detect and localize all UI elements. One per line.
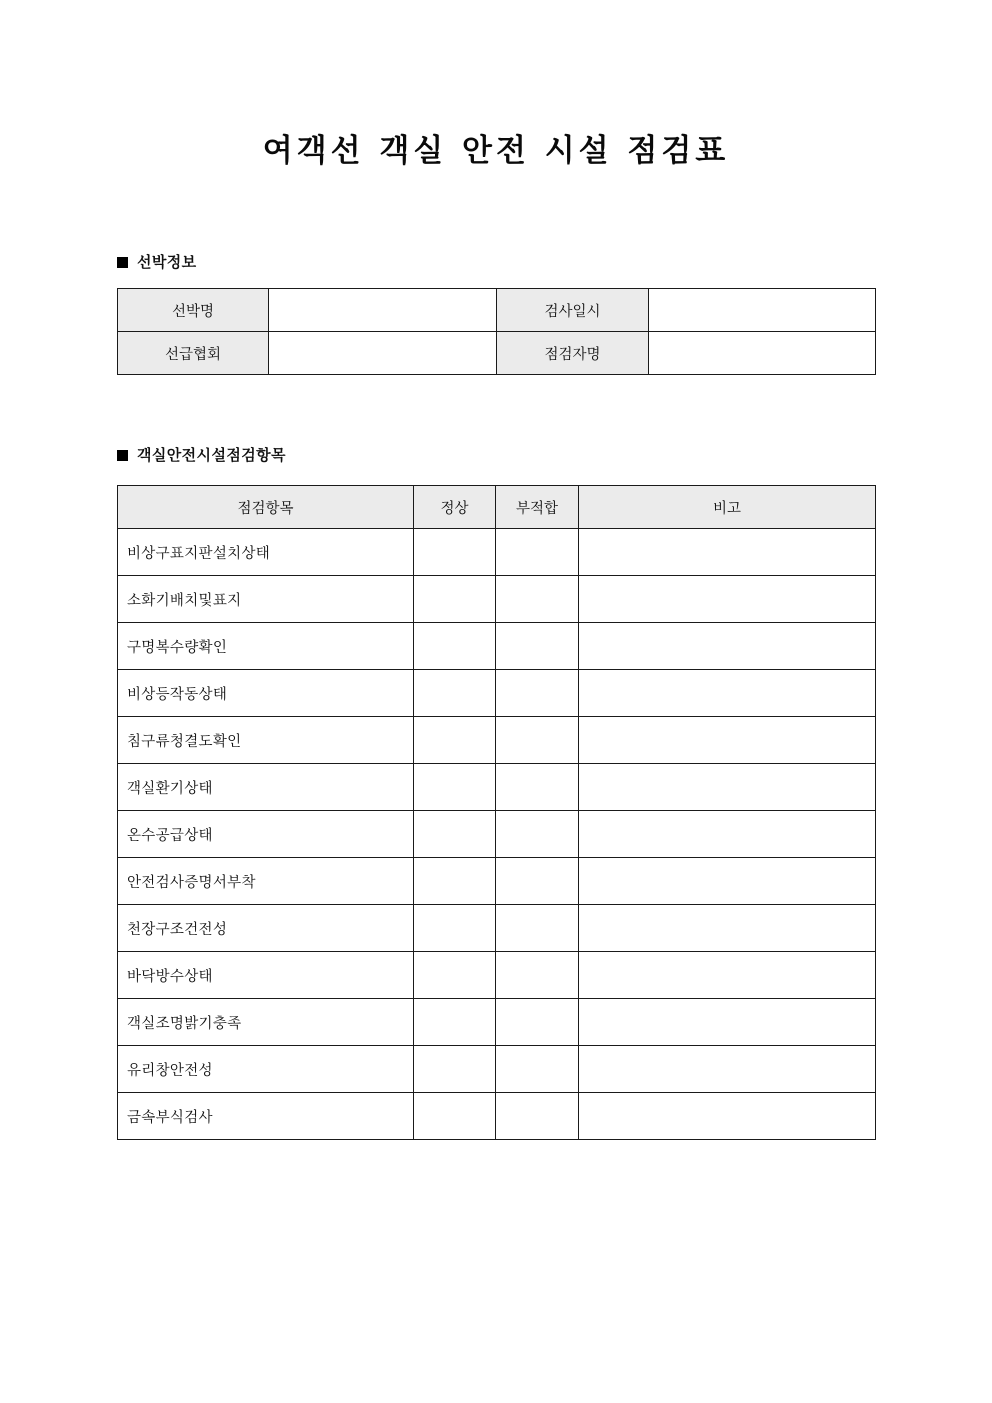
checklist-defect-cell[interactable]: [496, 623, 579, 670]
checklist-remark-cell[interactable]: [579, 764, 876, 811]
column-header-normal: 정상: [414, 486, 496, 529]
filled-square-bullet-icon: [117, 450, 128, 461]
checklist-normal-cell[interactable]: [414, 905, 496, 952]
checklist-item-label: 침구류청결도확인: [118, 717, 414, 764]
checklist-normal-cell[interactable]: [414, 999, 496, 1046]
ship-name-label: 선박명: [118, 289, 269, 332]
table-row: [118, 811, 876, 858]
checklist-defect-cell[interactable]: [496, 1046, 579, 1093]
table-row: [118, 670, 876, 717]
checklist-defect-cell[interactable]: [496, 952, 579, 999]
checklist-item-label: 바닥방수상태: [118, 952, 414, 999]
checklist-remark-cell[interactable]: [579, 717, 876, 764]
checklist-normal-cell[interactable]: [414, 529, 496, 576]
column-header-item: 점검항목: [118, 486, 414, 529]
page-title: 여객선 객실 안전 시설 점검표: [262, 133, 730, 169]
checklist-defect-cell[interactable]: [496, 858, 579, 905]
inspector-name-field[interactable]: [649, 332, 876, 375]
inspection-datetime-label: 검사일시: [497, 289, 649, 332]
checklist-remark-cell[interactable]: [579, 811, 876, 858]
ship-name-field[interactable]: [269, 289, 497, 332]
table-row: [118, 1046, 876, 1093]
checklist-remark-cell[interactable]: [579, 1093, 876, 1140]
checklist-defect-cell[interactable]: [496, 670, 579, 717]
checklist-normal-cell[interactable]: [414, 1093, 496, 1140]
checklist-normal-cell[interactable]: [414, 576, 496, 623]
checklist-item-label: 안전검사증명서부착: [118, 858, 414, 905]
checklist-item-label: 비상구표지판설치상태: [118, 529, 414, 576]
table-row: [118, 764, 876, 811]
checklist-remark-cell[interactable]: [579, 1046, 876, 1093]
checklist-normal-cell[interactable]: [414, 717, 496, 764]
checklist-item-label: 소화기배치및표지: [118, 576, 414, 623]
checklist-normal-cell[interactable]: [414, 1046, 496, 1093]
checklist-remark-cell[interactable]: [579, 529, 876, 576]
checklist-item-label: 비상등작동상태: [118, 670, 414, 717]
classification-society-label: 선급협회: [118, 332, 269, 375]
filled-square-bullet-icon: [117, 257, 128, 268]
checklist-item-label: 객실환기상태: [118, 764, 414, 811]
column-header-remark: 비고: [579, 486, 876, 529]
checklist-remark-cell[interactable]: [579, 952, 876, 999]
checklist-normal-cell[interactable]: [414, 670, 496, 717]
checklist-item-label: 금속부식검사: [118, 1093, 414, 1140]
table-row: [118, 717, 876, 764]
table-row: [118, 999, 876, 1046]
checklist-remark-cell[interactable]: [579, 670, 876, 717]
checklist-remark-cell[interactable]: [579, 623, 876, 670]
checklist-defect-cell[interactable]: [496, 764, 579, 811]
checklist-defect-cell[interactable]: [496, 905, 579, 952]
checklist-remark-cell[interactable]: [579, 999, 876, 1046]
checklist-defect-cell[interactable]: [496, 811, 579, 858]
checklist-remark-cell[interactable]: [579, 576, 876, 623]
checklist-defect-cell[interactable]: [496, 529, 579, 576]
table-row: [118, 576, 876, 623]
checklist-normal-cell[interactable]: [414, 858, 496, 905]
table-row: [118, 623, 876, 670]
section-heading-label: 선박정보: [137, 253, 197, 271]
table-row: [118, 289, 876, 332]
checklist-defect-cell[interactable]: [496, 999, 579, 1046]
table-row: [118, 905, 876, 952]
table-row: [118, 1093, 876, 1140]
checklist-item-label: 구명복수량확인: [118, 623, 414, 670]
checklist-defect-cell[interactable]: [496, 576, 579, 623]
section-heading-checklist: [117, 445, 286, 465]
checklist-item-label: 유리창안전성: [118, 1046, 414, 1093]
inspector-name-label: 점검자명: [497, 332, 649, 375]
checklist-table: [117, 485, 876, 1140]
checklist-normal-cell[interactable]: [414, 764, 496, 811]
table-row: [118, 952, 876, 999]
checklist-normal-cell[interactable]: [414, 811, 496, 858]
checklist-item-label: 온수공급상태: [118, 811, 414, 858]
table-header-row: [118, 486, 876, 529]
table-row: [118, 858, 876, 905]
section-heading-ship-info: [117, 252, 197, 272]
checklist-item-label: 천장구조건전성: [118, 905, 414, 952]
classification-society-field[interactable]: [269, 332, 497, 375]
checklist-defect-cell[interactable]: [496, 1093, 579, 1140]
section-heading-label: 객실안전시설점검항목: [137, 446, 286, 464]
table-row: [118, 332, 876, 375]
table-row: [118, 529, 876, 576]
checklist-remark-cell[interactable]: [579, 905, 876, 952]
checklist-defect-cell[interactable]: [496, 717, 579, 764]
inspection-datetime-field[interactable]: [649, 289, 876, 332]
checklist-normal-cell[interactable]: [414, 952, 496, 999]
checklist-item-label: 객실조명밝기충족: [118, 999, 414, 1046]
column-header-defect: 부적합: [496, 486, 579, 529]
ship-info-table: [117, 288, 876, 375]
checklist-remark-cell[interactable]: [579, 858, 876, 905]
checklist-normal-cell[interactable]: [414, 623, 496, 670]
